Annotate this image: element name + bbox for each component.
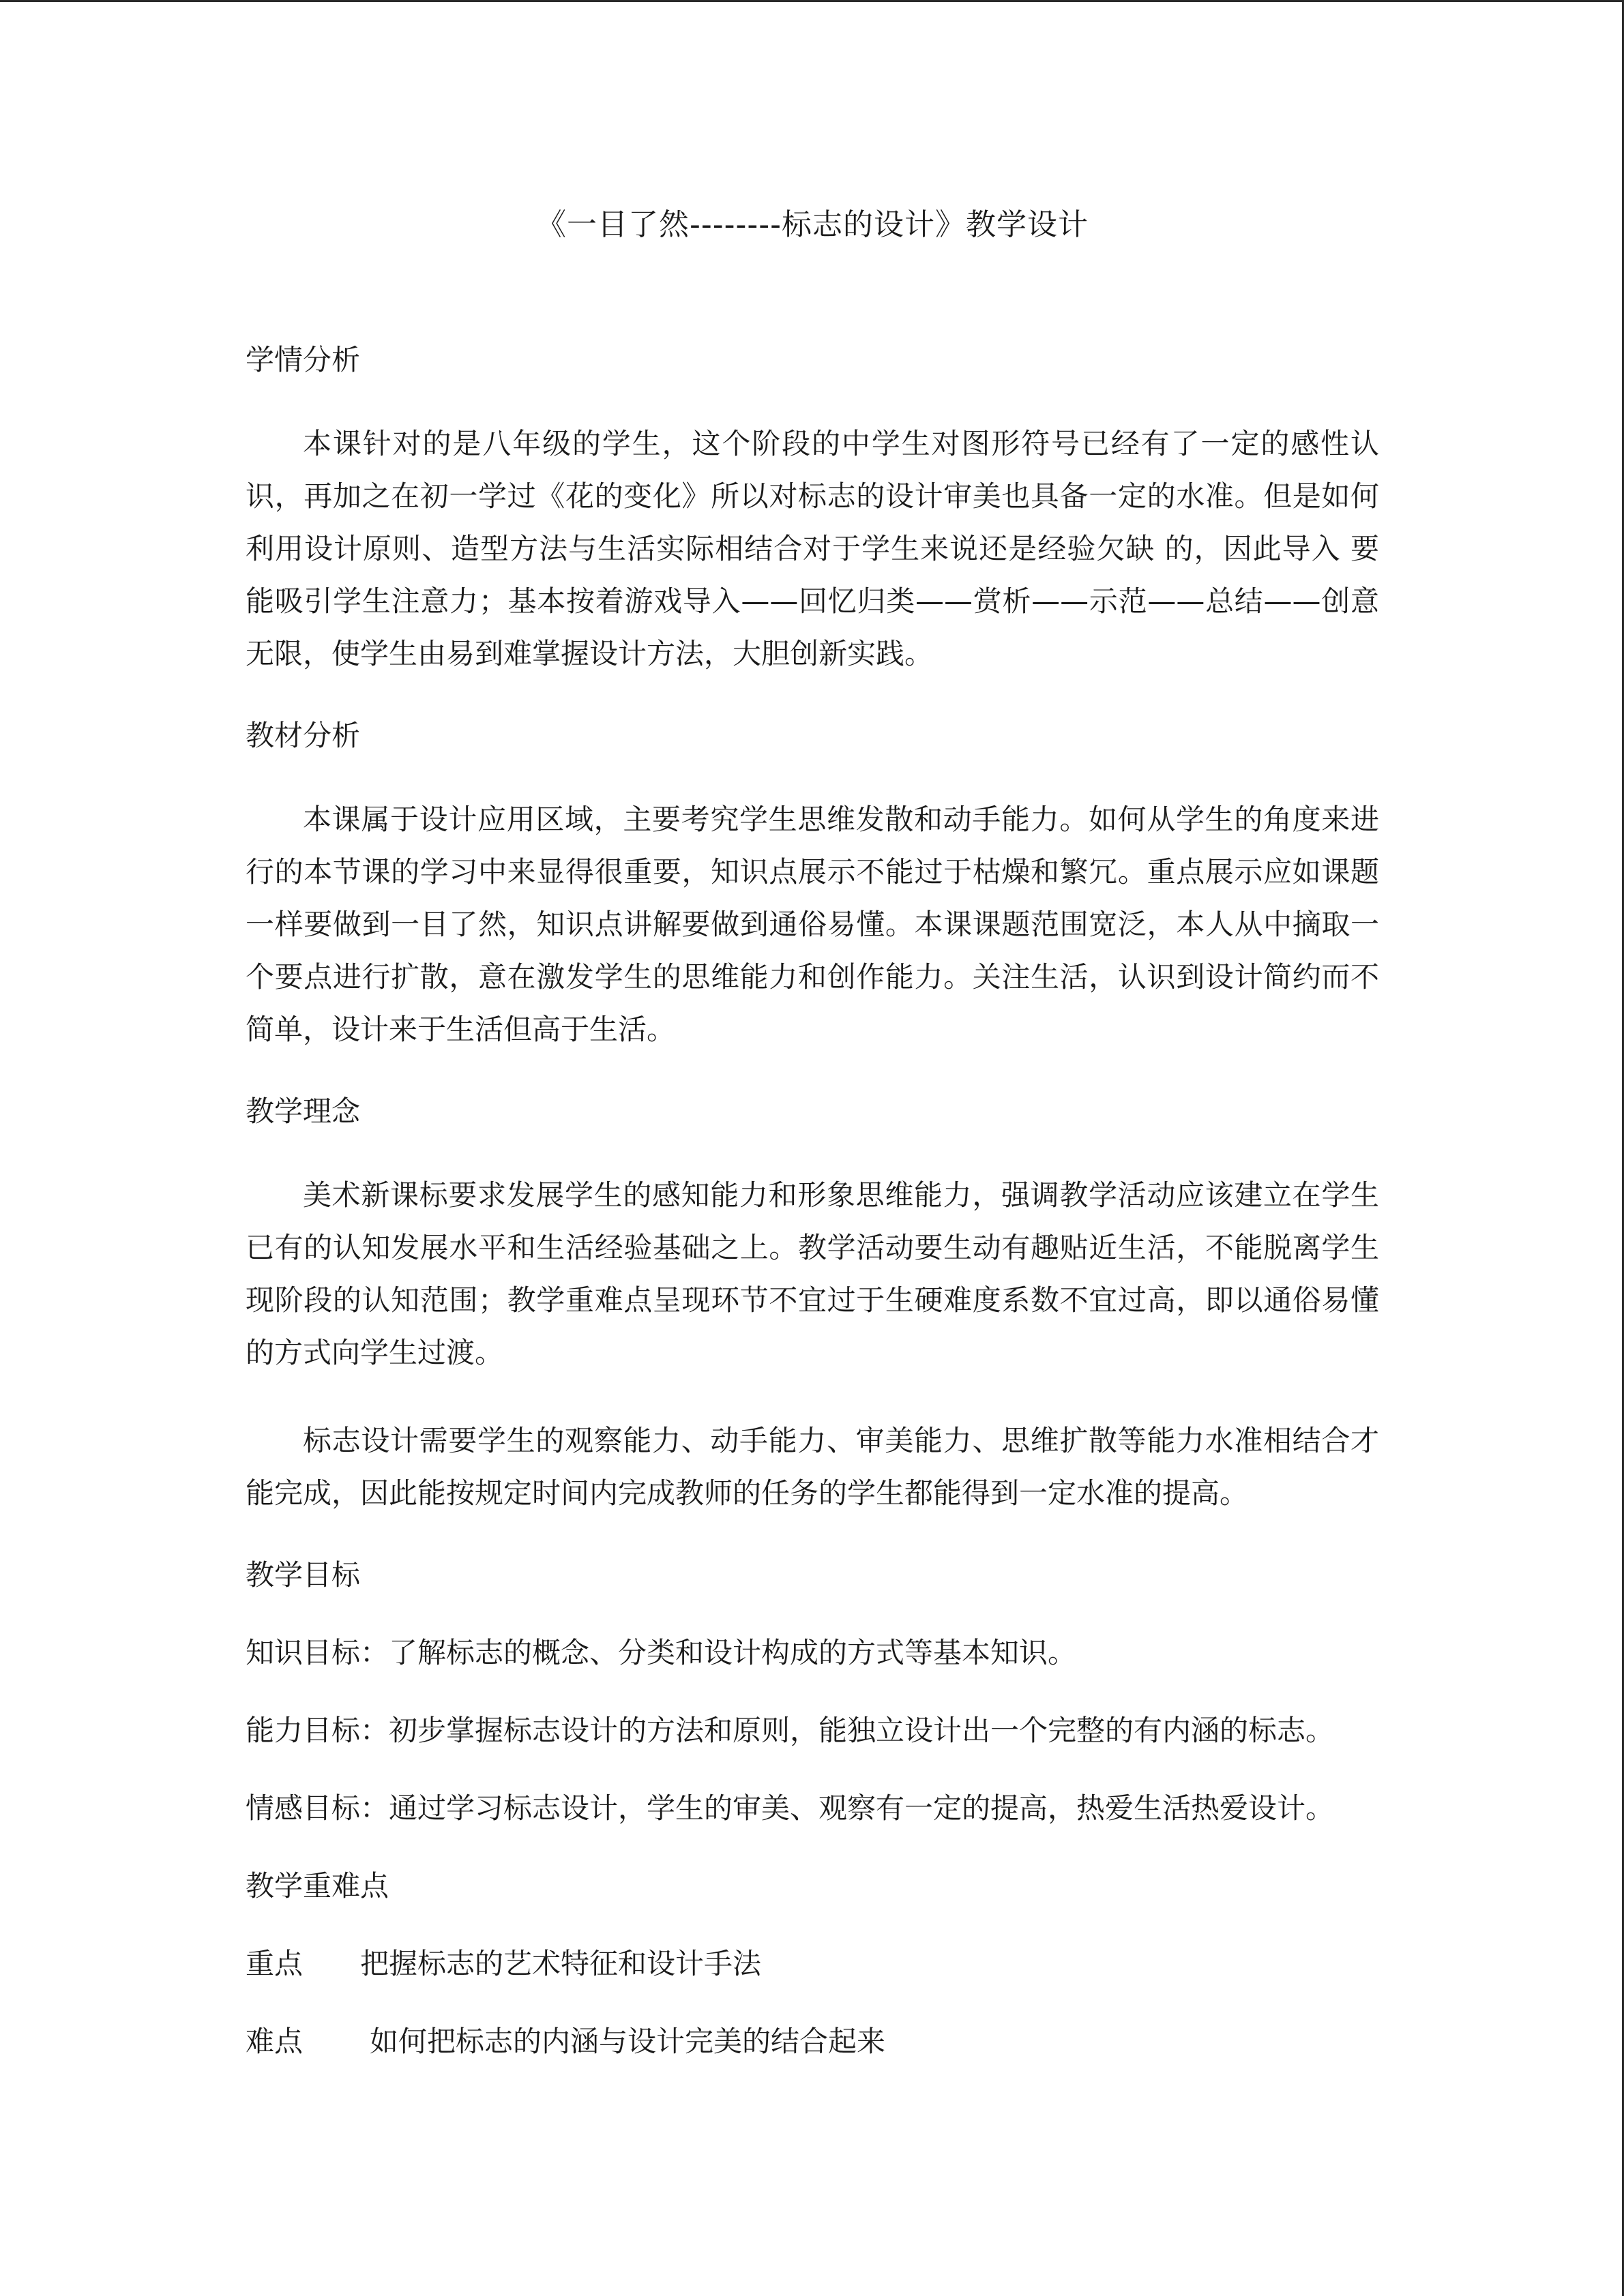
paragraph-teaching-philosophy-2: 标志设计需要学生的观察能力、动手能力、审美能力、思维扩散等能力水准相结合才能完成，因此能按规定时间内完成教师的任务的学生都能得到一定水准的提高。: [246, 1424, 1379, 1510]
heading-student-analysis: 学情分析: [246, 343, 361, 376]
goal-knowledge: 知识目标：了解标志的概念、分类和设计构成的方式等基本知识。: [246, 1636, 1077, 1669]
heading-teaching-philosophy: 教学理念: [246, 1094, 361, 1128]
heading-teaching-goals: 教学目标: [246, 1558, 361, 1592]
difficult-point-text: 如何把标志的内涵与设计完美的结合起来: [370, 2025, 886, 2058]
heading-key-points: 教学重难点: [246, 1869, 389, 1903]
paragraph-student-analysis: 本课针对的是八年级的学生，这个阶段的中学生对图形符号已经有了一定的感性认识，再加之在初一学过《花的变化》所以对标志的设计审美也具备一定的水准。但是如何利用设计原则、造型方法与生活实际相结合对于学生来说还是经验欠缺 的，因此导入 要能吸引学生注意力；基本按着游戏导入——回忆归类——赏析——示范——总结——创意无限，使学生由易到难掌握设计方法，大胆创新实践。: [246, 427, 1379, 670]
difficult-point-label: 难点: [246, 2025, 304, 2058]
key-point-row: [246, 1943, 1379, 1984]
goal-emotion: 情感目标：通过学习标志设计，学生的审美、观察有一定的提高，热爱生活热爱设计。: [246, 1791, 1335, 1825]
key-point-text: 把握标志的艺术特征和设计手法: [360, 1947, 762, 1980]
page-top-border: [0, 0, 1624, 2]
document-title: 《一目了然--------标志的设计》教学设计: [535, 207, 1089, 242]
document-body: [246, 205, 1379, 2099]
paragraph-teaching-philosophy-1: 美术新课标要求发展学生的感知能力和形象思维能力，强调教学活动应该建立在学生已有的认知发展水平和生活经验基础之上。教学活动要生动有趣贴近生活，不能脱离学生现阶段的认知范围；教学重难点呈现环节不宜过于生硬难度系数不宜过高，即以通俗易懂的方式向学生过渡。: [246, 1178, 1379, 1369]
difficult-point-row: [246, 2021, 1379, 2062]
goal-ability: 能力目标：初步掌握标志设计的方法和原则，能独立设计出一个完整的有内涵的标志。: [246, 1714, 1335, 1747]
paragraph-material-analysis: 本课属于设计应用区域，主要考究学生思维发散和动手能力。如何从学生的角度来进行的本节课的学习中来显得很重要，知识点展示不能过于枯燥和繁冗。重点展示应如课题一样要做到一目了然，知识点讲解要做到通俗易懂。本课课题范围宽泛，本人从中摘取一个要点进行扩散，意在激发学生的思维能力和创作能力。关注生活，认识到设计简约而不简单，设计来于生活但高于生活。: [246, 803, 1379, 1046]
key-point-label: 重点: [246, 1947, 304, 1980]
heading-material-analysis: 教材分析: [246, 719, 361, 752]
